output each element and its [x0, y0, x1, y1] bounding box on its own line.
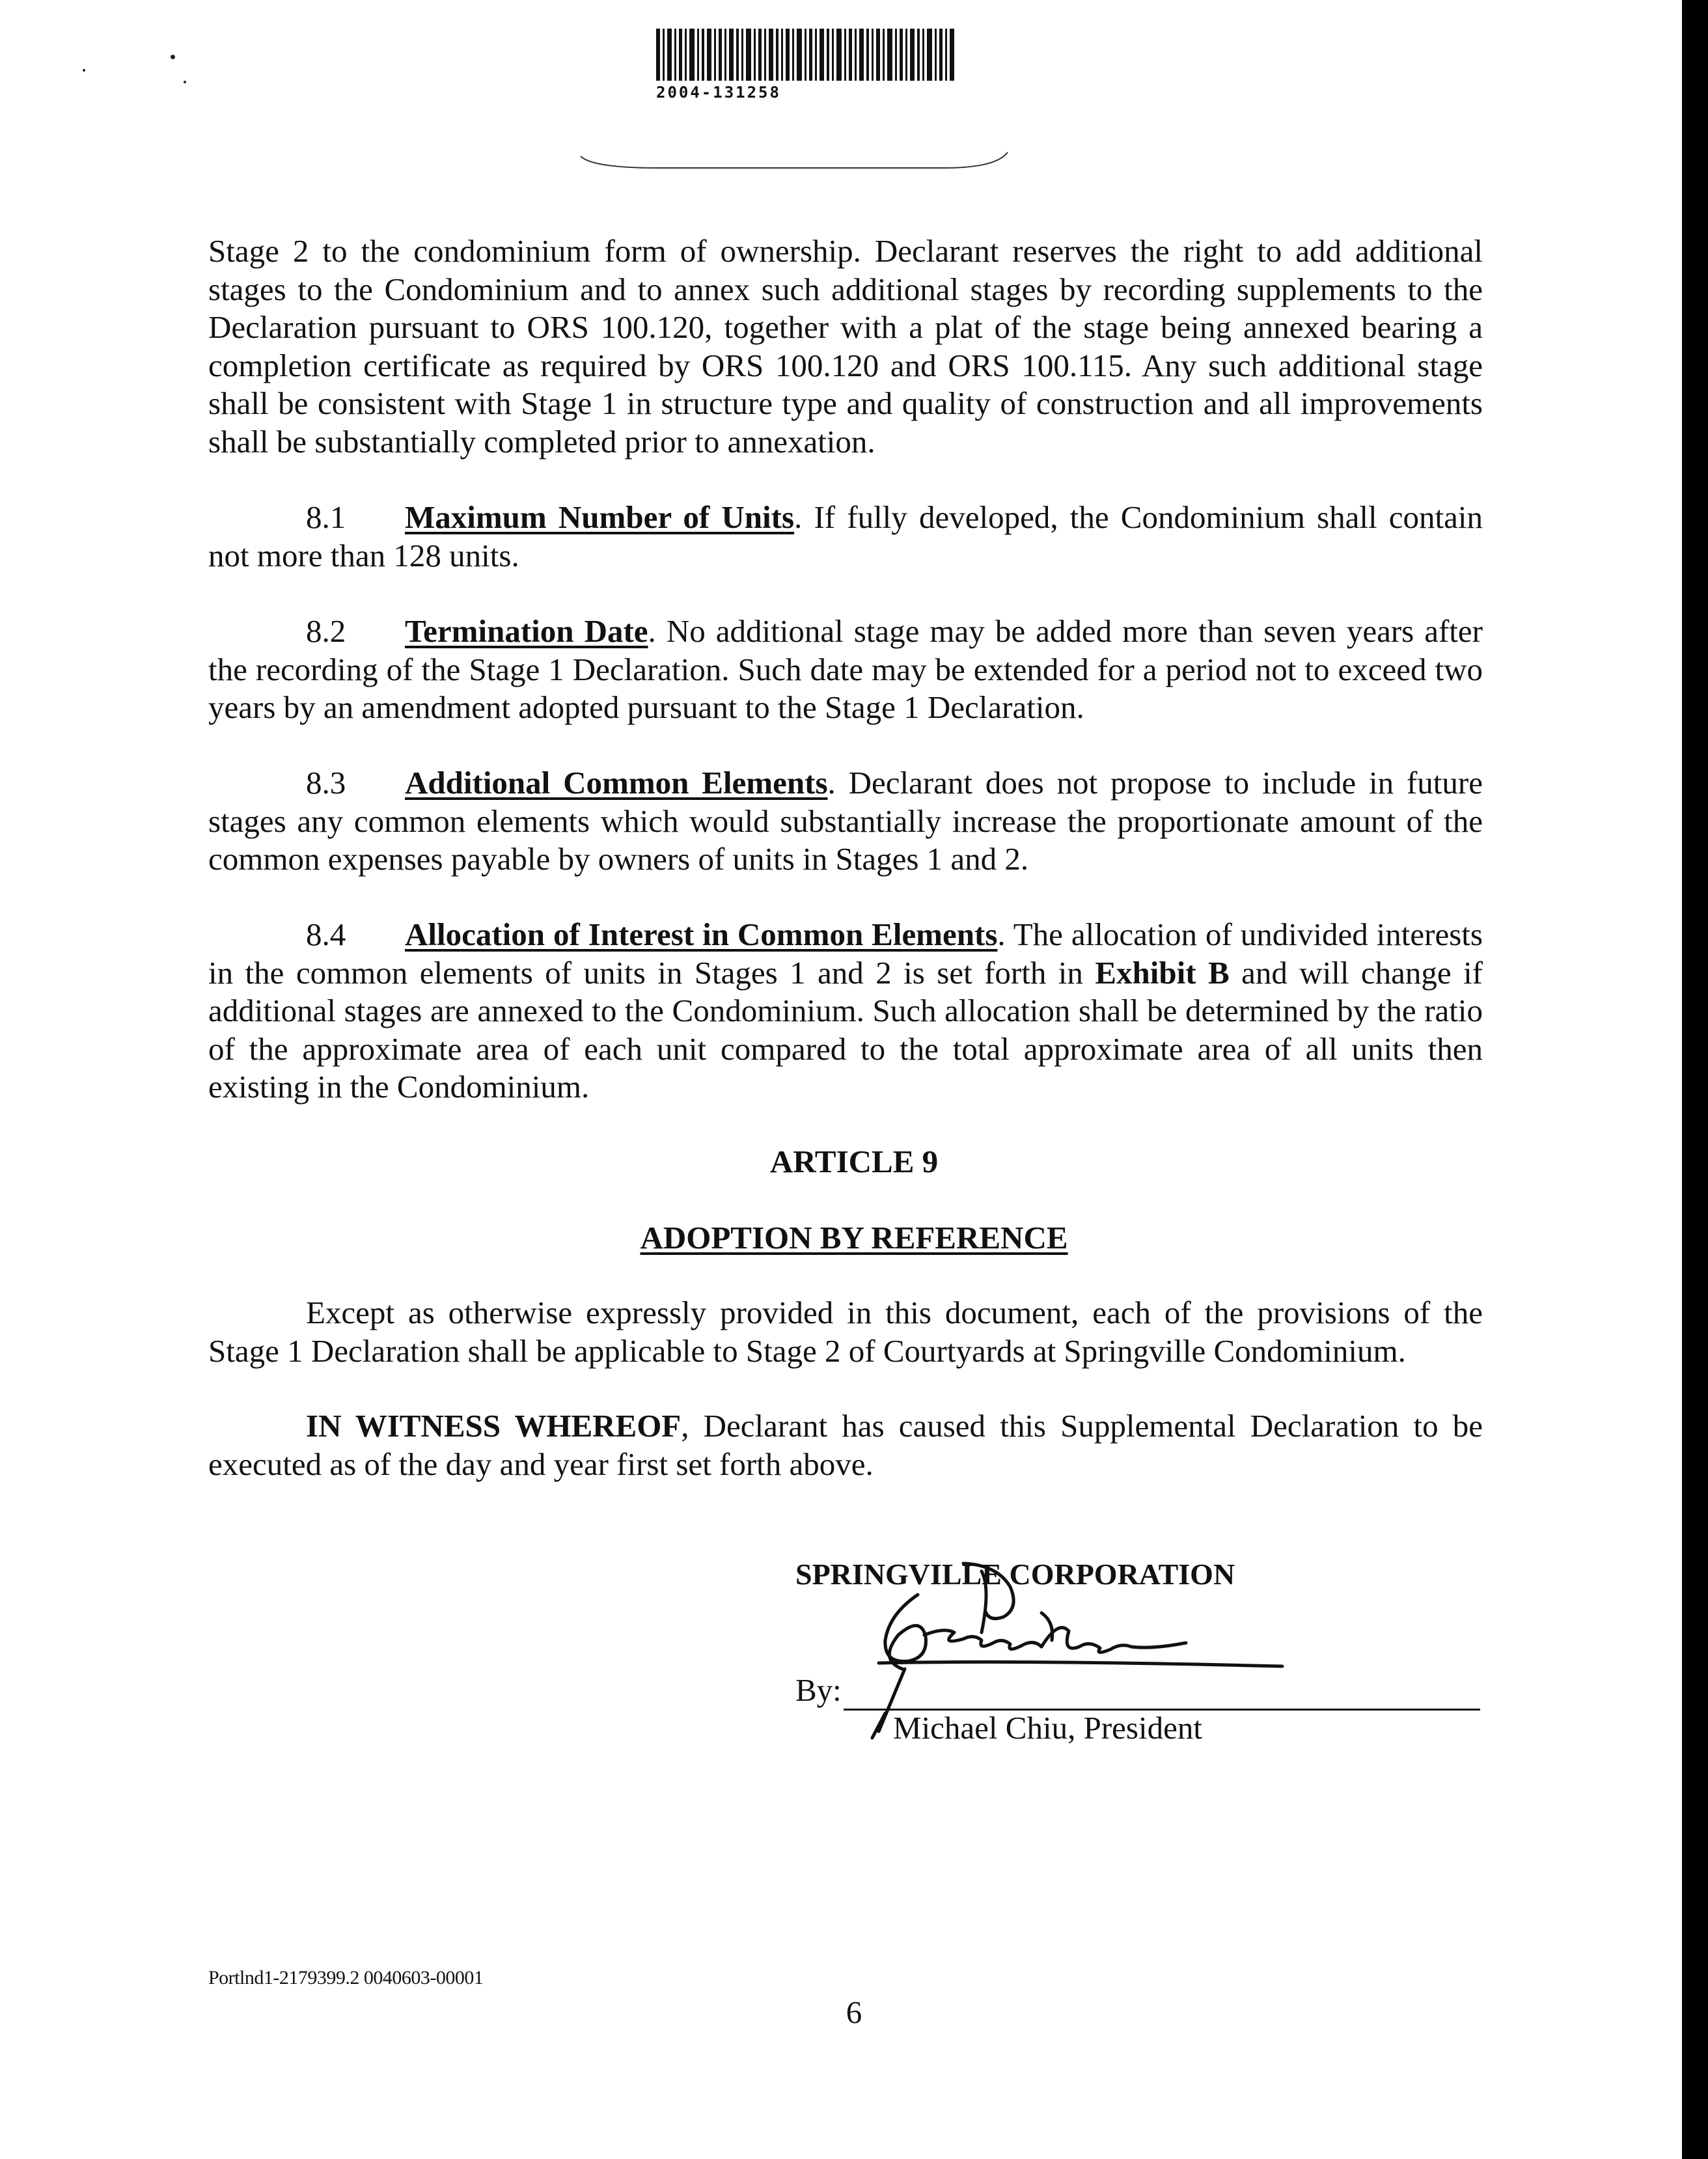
section-8-3: [208, 764, 1483, 879]
section-text: . If fully developed, the Condominium shall contain not more than 128 units.: [208, 499, 1483, 573]
section-8-2: [208, 612, 1483, 727]
scan-edge: [1682, 0, 1708, 2159]
section-number: 8.2: [306, 613, 346, 649]
section-title: Additional Common Elements: [405, 765, 828, 801]
section-number: 8.3: [306, 765, 346, 801]
document-reference: Portlnd1-2179399.2 0040603-00001: [208, 1967, 484, 1988]
barcode-icon: [656, 29, 956, 81]
section-title: Termination Date: [405, 613, 648, 649]
section-text: . No additional stage may be added more than seven years after the recording of the Stage 1 Declaration. Such date may be extended for a period not to exceed two years by an amendment adopted pursuant to the Stage 1 Declaration.: [208, 613, 1483, 725]
witness-lead: IN WITNESS WHEREOF: [306, 1408, 682, 1444]
witness-text: , Declarant has caused this Supplemental Declaration to be executed as of the day and year first set forth above.: [208, 1408, 1483, 1482]
witness-paragraph: [208, 1407, 1483, 1483]
section-text: and will change if additional stages are annexed to the Condominium. Such allocation shall be determined by the ratio of the approximate area of each unit compared to the total approximate area of all units then existing in the Condominium.: [208, 954, 1483, 1105]
intro-paragraph: Stage 2 to the condominium form of ownership. Declarant reserves the right to add additional stages to the Condominium and to annex such additional stages by recording supplements to the Declaration pursuant to ORS 100.120, together with a plat of the stage being annexed bearing a completion certificate as required by ORS 100.120 and ORS 100.115. Any such additional stage shall be consistent with Stage 1 in structure type and quality of construction and all improvements shall be substantially completed prior to annexation.: [208, 233, 1483, 460]
section-8-1: [208, 499, 1483, 575]
by-label: By:: [795, 1672, 842, 1708]
signer-name: Michael Chiu, President: [893, 1710, 1202, 1746]
barcode-header: [656, 29, 956, 102]
header-divider: [579, 150, 1009, 169]
section-title: Allocation of Interest in Common Elements: [405, 916, 998, 952]
scan-speck: [184, 81, 186, 83]
scan-speck: [171, 55, 175, 59]
article-paragraph: Except as otherwise expressly provided in this document, each of the provisions of the Stage 1 Declaration shall be applicable to Stage 2 of Courtyards at Springville Condominium.: [208, 1295, 1483, 1369]
section-text: . Declarant does not propose to include in future stages any common elements which would substantially increase the proportionate amount of the common expenses payable by owners of units in Stages 1 and 2.: [208, 765, 1483, 877]
recording-number: 2004-131258: [656, 83, 781, 102]
section-number: 8.1: [306, 499, 346, 535]
article-subheading: [0, 1219, 1708, 1256]
section-text: . The allocation of undivided interests in the common elements of units in Stages 1 and 2 is set forth in: [208, 916, 1483, 991]
section-number: 8.4: [306, 916, 346, 952]
article-heading: ARTICLE 9: [769, 1144, 939, 1179]
section-title: Maximum Number of Units: [405, 499, 795, 535]
page-number: 6: [846, 1994, 862, 2030]
section-8-4: [208, 916, 1483, 1107]
article-subheading-text: ADOPTION BY REFERENCE: [640, 1220, 1068, 1256]
corporation-name: SPRINGVILLE CORPORATION: [795, 1558, 1235, 1591]
exhibit-reference: Exhibit B: [1095, 954, 1230, 991]
scan-speck: [83, 69, 85, 72]
